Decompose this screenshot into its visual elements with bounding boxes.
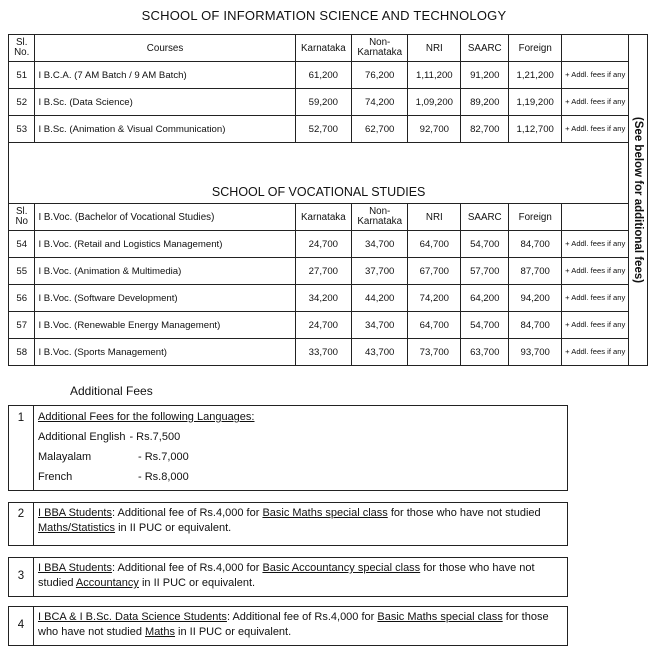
language-fee: - Rs.8,000 <box>138 471 189 483</box>
row-addl-fees-note: + Addl. fees if any <box>562 285 629 312</box>
header-courses: Courses <box>35 35 295 62</box>
fee-text: for those who have not studied <box>38 611 549 638</box>
row-non-karnataka: 34,700 <box>352 312 408 339</box>
row-nri: 1,11,200 <box>408 62 461 89</box>
language-fee: - Rs.7,000 <box>138 451 189 463</box>
row-nri: 64,700 <box>408 231 461 258</box>
row-foreign: 1,12,700 <box>509 116 562 143</box>
row-nri: 67,700 <box>408 258 461 285</box>
row-course: I B.Voc. (Renewable Energy Management) <box>35 312 295 339</box>
fee-text: : Additional fee of Rs.4,000 for <box>112 562 263 574</box>
table-row <box>9 62 648 89</box>
additional-fee-item-2 <box>8 502 568 546</box>
row-saarc: 54,700 <box>461 312 509 339</box>
student-group: I BCA & I B.Sc. Data Science Students <box>38 611 227 623</box>
header-foreign: Foreign <box>509 204 562 231</box>
row-course: I B.Sc. (Animation & Visual Communication) <box>35 116 295 143</box>
row-saarc: 91,200 <box>461 62 509 89</box>
additional-fee-item-4 <box>8 606 568 646</box>
item-number: 1 <box>17 412 25 424</box>
special-class: Basic Maths special class <box>377 611 503 623</box>
table-row <box>9 312 648 339</box>
row-sl-no: 56 <box>9 285 35 312</box>
language-name: French <box>38 471 73 483</box>
header-karnataka: Karnataka <box>295 35 351 62</box>
additional-fees-title: Additional Fees <box>70 384 153 398</box>
header-blank-notes <box>562 204 629 231</box>
row-nri: 74,200 <box>408 285 461 312</box>
row-non-karnataka: 34,700 <box>352 231 408 258</box>
row-karnataka: 52,700 <box>295 116 351 143</box>
header-saarc: SAARC <box>461 35 509 62</box>
fee-text: for those who have not studied <box>38 562 535 589</box>
student-group: I BBA Students <box>38 507 112 519</box>
header-sl-no: Sl. No <box>9 204 35 231</box>
additional-fee-item-1 <box>8 405 568 491</box>
row-foreign: 1,21,200 <box>509 62 562 89</box>
row-nri: 73,700 <box>408 339 461 366</box>
additional-fee-item-3 <box>8 557 568 597</box>
table-row <box>9 231 648 258</box>
see-below-note: (See below for additional fees) <box>632 116 645 284</box>
header-non-karnataka: Non- Karnataka <box>352 35 408 62</box>
row-nri: 64,700 <box>408 312 461 339</box>
language-name: Additional English <box>38 431 126 443</box>
language-row <box>38 447 563 467</box>
subject: Maths/Statistics <box>38 522 116 534</box>
row-saarc: 64,200 <box>461 285 509 312</box>
row-foreign: 94,200 <box>509 285 562 312</box>
item-number: 4 <box>17 619 25 631</box>
table-row <box>9 89 648 116</box>
row-addl-fees-note: + Addl. fees if any <box>562 312 629 339</box>
section-title-info-science: SCHOOL OF INFORMATION SCIENCE AND TECHNOLOGY <box>141 8 507 23</box>
language-name: Malayalam <box>38 451 92 463</box>
fee-text: : Additional fee of Rs.4,000 for <box>226 611 378 623</box>
table-header-row <box>9 35 648 62</box>
row-foreign: 84,700 <box>509 231 562 258</box>
row-foreign: 84,700 <box>509 312 562 339</box>
row-addl-fees-note: + Addl. fees if any <box>562 89 629 116</box>
row-addl-fees-note: + Addl. fees if any <box>562 258 629 285</box>
row-saarc: 57,700 <box>461 258 509 285</box>
header-non-karnataka: Non- Karnataka <box>352 204 408 231</box>
row-addl-fees-note: + Addl. fees if any <box>562 62 629 89</box>
fee-text: : Additional fee of Rs.4,000 for <box>112 507 263 519</box>
fee-text: in II PUC or equivalent. <box>138 577 256 589</box>
special-class: Basic Accountancy special class <box>262 562 421 574</box>
row-addl-fees-note: + Addl. fees if any <box>562 116 629 143</box>
fee-text: for those who have not studied <box>387 507 541 519</box>
languages-heading: Additional Fees for the following Languages: <box>38 411 255 423</box>
row-karnataka: 59,200 <box>295 89 351 116</box>
row-sl-no: 55 <box>9 258 35 285</box>
row-addl-fees-note: + Addl. fees if any <box>562 339 629 366</box>
row-nri: 1,09,200 <box>408 89 461 116</box>
row-saarc: 63,700 <box>461 339 509 366</box>
row-addl-fees-note: + Addl. fees if any <box>562 231 629 258</box>
language-fee: - Rs.7,500 <box>129 431 181 443</box>
row-nri: 92,700 <box>408 116 461 143</box>
row-sl-no: 57 <box>9 312 35 339</box>
student-group: I BBA Students <box>38 562 112 574</box>
item-number: 2 <box>17 508 25 520</box>
row-sl-no: 53 <box>9 116 35 143</box>
row-foreign: 93,700 <box>509 339 562 366</box>
row-saarc: 54,700 <box>461 231 509 258</box>
side-note-cell <box>629 35 648 366</box>
special-class: Basic Maths special class <box>262 507 388 519</box>
header-saarc: SAARC <box>461 204 509 231</box>
row-non-karnataka: 76,200 <box>352 62 408 89</box>
row-course: I B.C.A. (7 AM Batch / 9 AM Batch) <box>35 62 295 89</box>
header-sl-no: Sl. No. <box>9 35 35 62</box>
row-sl-no: 58 <box>9 339 35 366</box>
row-non-karnataka: 37,700 <box>352 258 408 285</box>
row-sl-no: 54 <box>9 231 35 258</box>
header-nri: NRI <box>408 35 461 62</box>
table-header-row <box>9 204 648 231</box>
language-row <box>38 427 563 447</box>
row-karnataka: 33,700 <box>295 339 351 366</box>
subject: Maths <box>145 626 175 638</box>
section-title-vocational: SCHOOL OF VOCATIONAL STUDIES <box>9 143 629 204</box>
row-saarc: 89,200 <box>461 89 509 116</box>
fee-text: in II PUC or equivalent. <box>175 626 292 638</box>
row-karnataka: 61,200 <box>295 62 351 89</box>
table-row <box>9 258 648 285</box>
row-non-karnataka: 74,200 <box>352 89 408 116</box>
row-sl-no: 52 <box>9 89 35 116</box>
row-non-karnataka: 44,200 <box>352 285 408 312</box>
row-course: I B.Sc. (Data Science) <box>35 89 295 116</box>
row-sl-no: 51 <box>9 62 35 89</box>
table-row <box>9 116 648 143</box>
table-row <box>9 285 648 312</box>
row-foreign: 87,700 <box>509 258 562 285</box>
row-non-karnataka: 43,700 <box>352 339 408 366</box>
row-course: I B.Voc. (Sports Management) <box>35 339 295 366</box>
row-karnataka: 24,700 <box>295 231 351 258</box>
item-number: 3 <box>17 570 25 582</box>
fee-text: in II PUC or equivalent. <box>115 522 232 534</box>
row-karnataka: 24,700 <box>295 312 351 339</box>
row-karnataka: 34,200 <box>295 285 351 312</box>
row-course: I B.Voc. (Software Development) <box>35 285 295 312</box>
language-row <box>38 467 563 487</box>
header-foreign: Foreign <box>509 35 562 62</box>
subject: Accountancy <box>75 577 139 589</box>
header-nri: NRI <box>408 204 461 231</box>
row-saarc: 82,700 <box>461 116 509 143</box>
fee-table <box>8 34 648 366</box>
header-courses: I B.Voc. (Bachelor of Vocational Studies) <box>35 204 295 231</box>
table-row <box>9 339 648 366</box>
row-foreign: 1,19,200 <box>509 89 562 116</box>
header-blank-notes <box>562 35 629 62</box>
header-karnataka: Karnataka <box>295 204 351 231</box>
row-course: I B.Voc. (Animation & Multimedia) <box>35 258 295 285</box>
row-karnataka: 27,700 <box>295 258 351 285</box>
row-course: I B.Voc. (Retail and Logistics Management) <box>35 231 295 258</box>
section-divider-row <box>9 143 648 204</box>
row-non-karnataka: 62,700 <box>352 116 408 143</box>
